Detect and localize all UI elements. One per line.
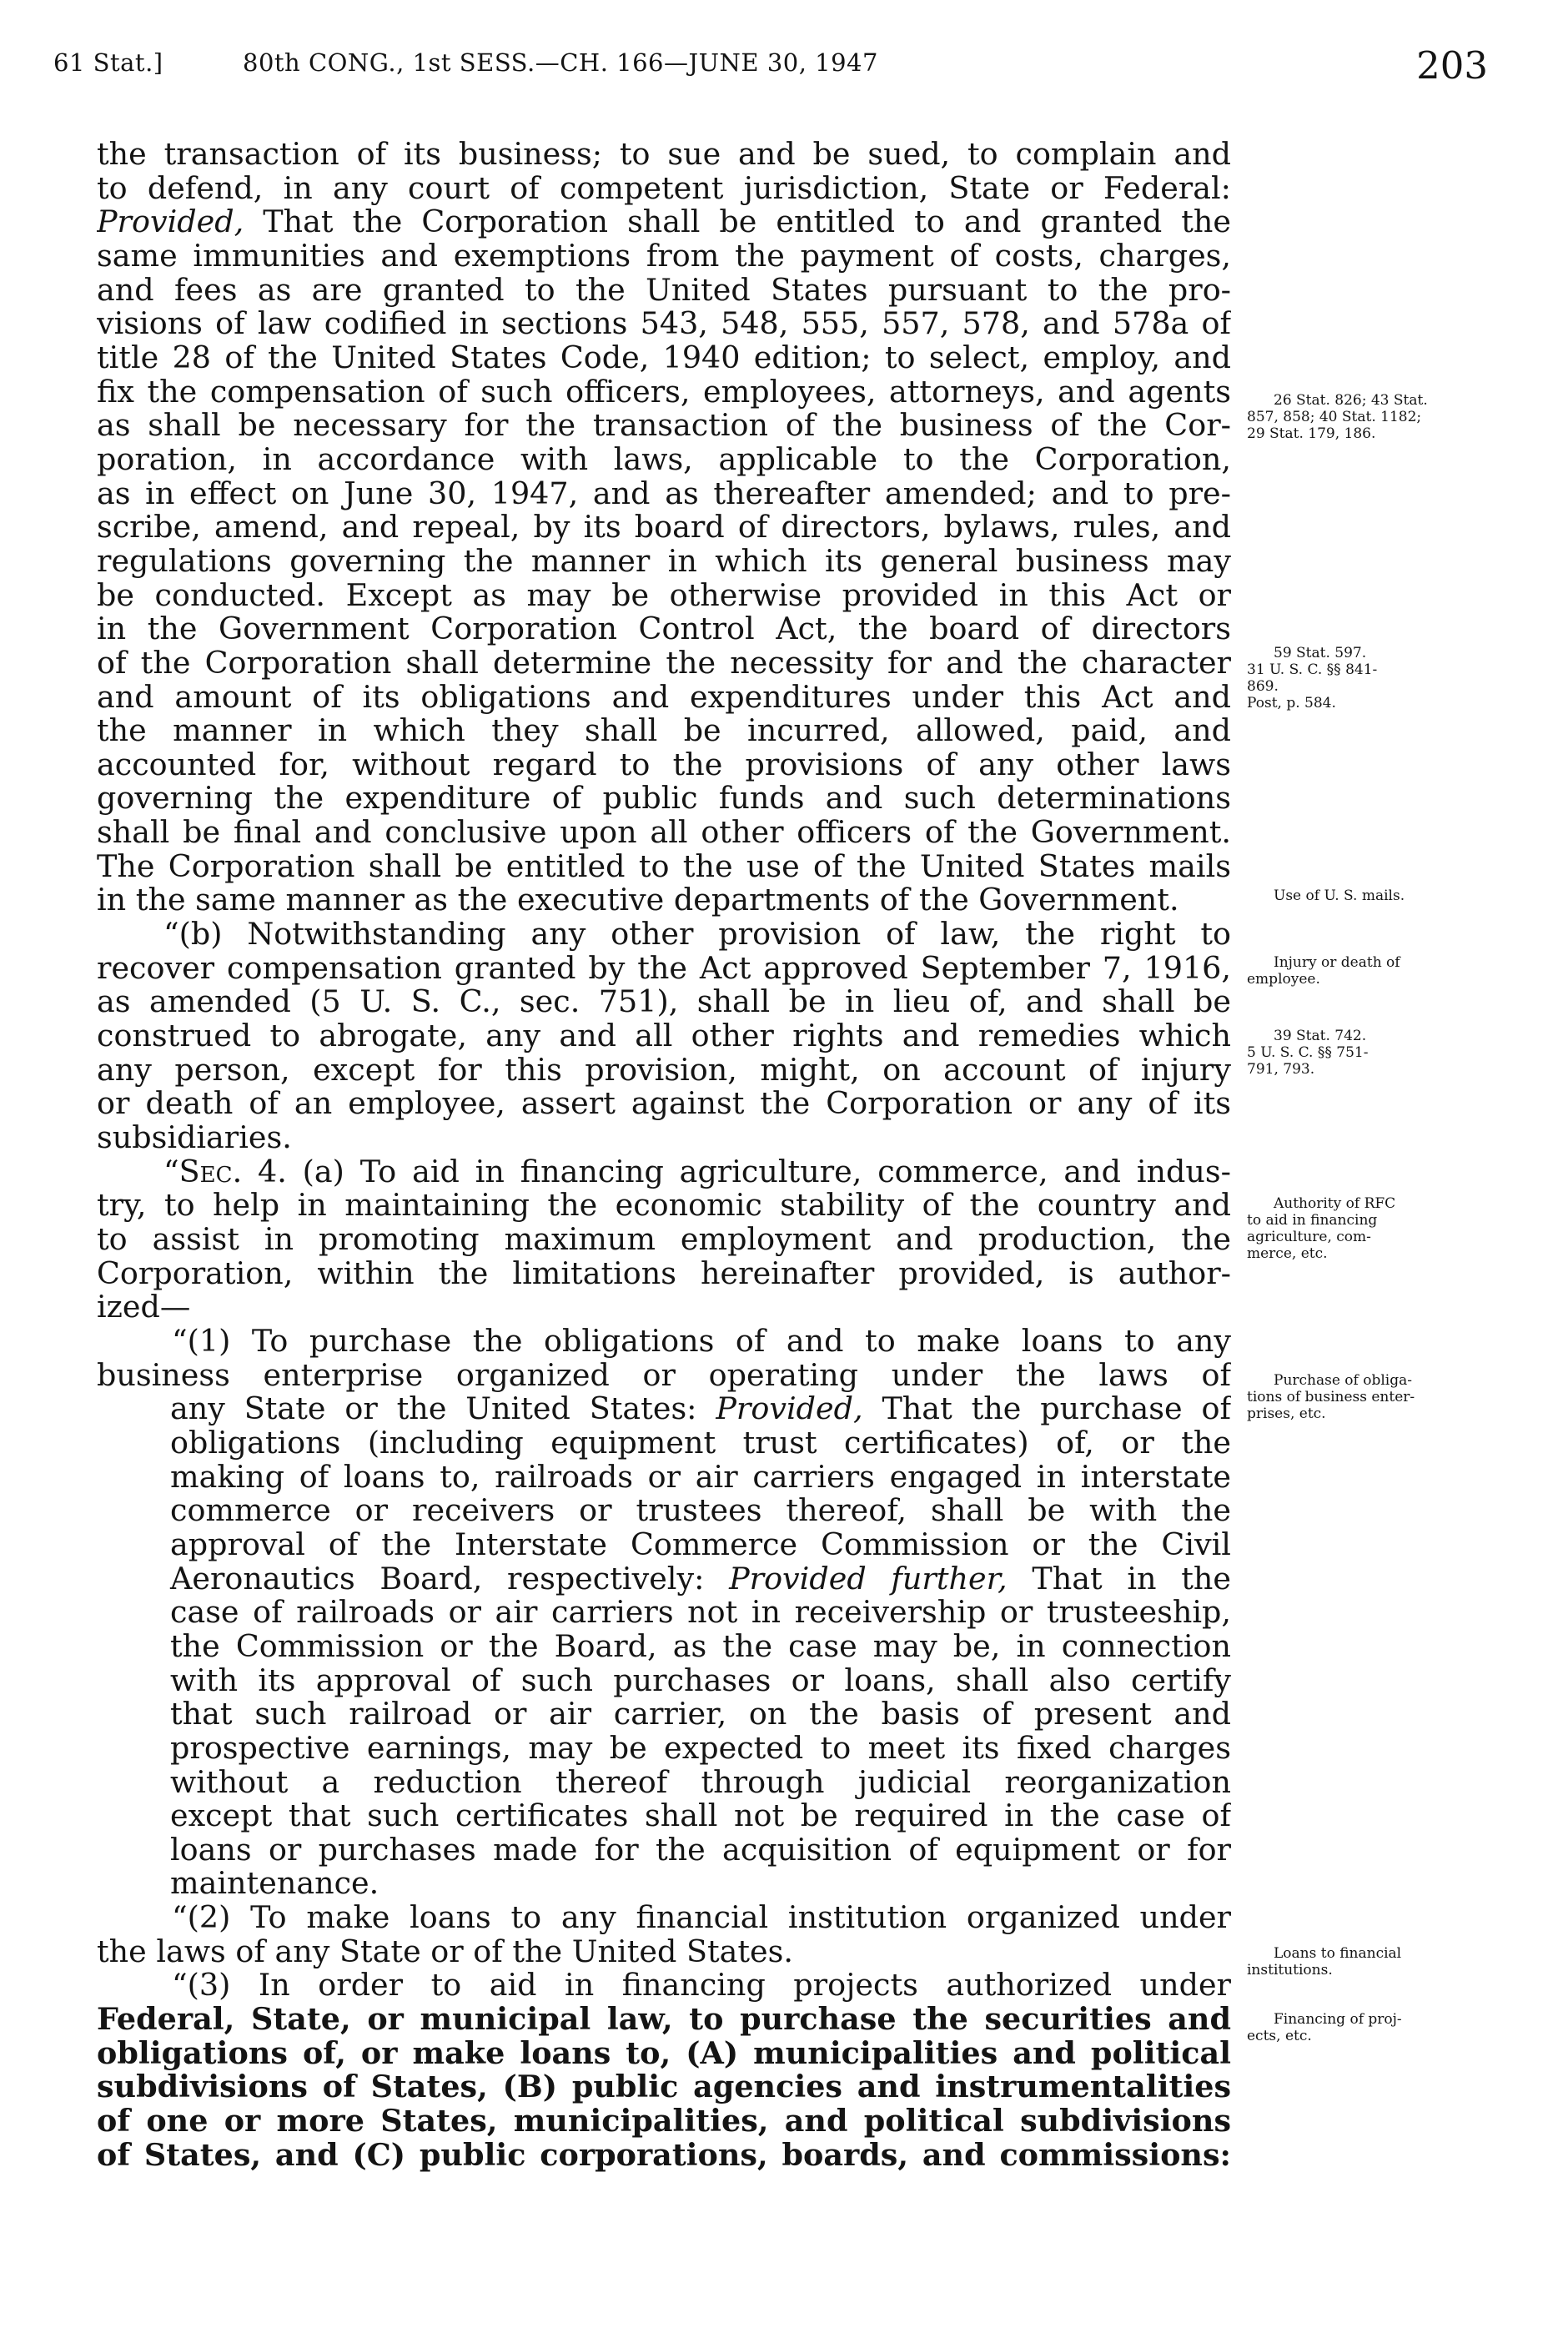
text-run: subsidiaries. [97,1121,292,1155]
text-run: as in effect on June 30, 1947, and as thereafter amended; and to pre- [97,476,1231,511]
text-line [97,1189,1231,1223]
text-run: visions of law codified in sections 543, 548, 555, 557, 578, and 578a of [97,307,1231,341]
margin-note-line: ects, etc. [1247,2028,1312,2044]
text-run: of States, and (C) public corporations, boards, and commissions: [97,2138,1231,2173]
text-line [97,1799,1231,1833]
text-run: the Commission or the Board, as the case may be, in connection [170,1629,1231,1664]
text-line [97,918,1231,952]
text-line [97,1053,1231,1088]
text-line [97,172,1231,206]
margin-note-line: tions of business enter- [1247,1389,1415,1405]
text-run: to defend, in any court of competent jurisdiction, State or Federal: [97,171,1231,206]
text-run: loans or purchases made for the acquisition of equipment or for [170,1833,1231,1868]
text-run: making of loans to, railroads or air carriers engaged in interstate [170,1460,1231,1495]
text-line [97,1087,1231,1121]
margin-note-financing [1247,2011,1510,2044]
margin-note-line: 39 Stat. 742. [1274,1028,1367,1044]
text-line [97,1121,1231,1155]
text-run: to assist in promoting maximum employment and production, the [97,1223,1231,1257]
text-line [97,1461,1231,1495]
text-run: Aeronautics Board, respectively: [170,1561,730,1596]
text-line [97,205,1231,239]
text-line [97,375,1231,410]
text-run: the transaction of its business; to sue and be sued, to complain and [97,138,1231,172]
text-line [97,1867,1231,1901]
text-line [97,1833,1231,1868]
margin-note-authority [1247,1195,1510,1262]
text-run: recover compensation granted by the Act approved September 7, 1916, [97,951,1231,986]
margin-note-line: to aid in financing [1247,1212,1378,1229]
text-run: in the same manner as the executive departments of the Government. [97,883,1179,918]
text-run: commerce or receivers or trustees thereof, shall be with the [170,1494,1231,1528]
margin-note-citation [1247,392,1510,442]
text-line [97,1901,1231,1935]
text-line [97,1155,1231,1189]
text-line [97,1257,1231,1291]
text-run: shall be final and conclusive upon all other officers of the Government. [97,816,1231,850]
margin-note-line: merce, etc. [1247,1245,1328,1262]
text-line [97,1528,1231,1562]
text-run: any person, except for this provision, might, on account of injury [97,1053,1231,1088]
text-line [97,2139,1231,2173]
text-line [97,714,1231,748]
text-run: fix the compensation of such officers, employees, attorneys, and agents [97,375,1231,410]
text-run: and fees as are granted to the United States pursuant to the pro- [97,273,1231,308]
text-line [97,1325,1231,1359]
margin-note-line: 791, 793. [1247,1061,1315,1078]
text-run: The Corporation shall be entitled to the use of the United States mails [97,849,1231,884]
text-run: subdivisions of States, (B) public agencies and instrumentalities [97,2070,1231,2105]
margin-note-line: Financing of proj- [1274,2011,1402,2028]
statute-reference: 61 Stat.] [53,48,163,77]
text-line [97,952,1231,986]
text-run: title 28 of the United States Code, 1940 edition; to select, employ, and [97,340,1231,375]
text-run: governing the expenditure of public funds and such determinations [97,782,1231,817]
text-run: of the Corporation shall determine the necessity for and the character [97,646,1231,681]
margin-note-purchase [1247,1372,1510,1422]
margin-note-line: 31 U. S. C. §§ 841- [1247,661,1378,678]
text-line [97,510,1231,545]
section-label: Sec [178,1154,233,1189]
text-run: Federal, State, or municipal law, to purchase the securities and [97,2003,1231,2037]
text-line [97,409,1231,443]
text-run: try, to help in maintaining the economic stability of the country and [97,1189,1231,1223]
text-run: “(b) Notwithstanding any other provision of law, the right to [163,918,1231,952]
text-run: obligations of, or make loans to, (A) municipalities and political [97,2036,1231,2071]
text-line [97,1664,1231,1698]
text-run: “(1) To purchase the obligations of and to make loans to any [172,1324,1231,1359]
text-line [97,782,1231,816]
margin-note-line: Purchase of obliga- [1274,1372,1412,1389]
margin-note-line: agriculture, com- [1247,1229,1371,1245]
page-number: 203 [1416,43,1488,88]
text-line [97,274,1231,308]
text-line [97,1392,1231,1426]
text-run: case of railroads or air carriers not in receivership or trusteeship, [170,1596,1231,1630]
text-line [97,443,1231,477]
text-run: without a reduction thereof through judicial reorganization [170,1765,1231,1800]
text-run: or death of an employee, assert against the Corporation or any of its [97,1087,1231,1122]
text-line [97,1697,1231,1732]
text-line [97,612,1231,646]
text-line [97,1732,1231,1766]
margin-note-line: Loans to financial [1274,1945,1402,1962]
session-chapter-date: 80th CONG., 1st SESS.—CH. 166—JUNE 30, 1947 [243,48,878,77]
margin-note-line: Injury or death of [1274,954,1400,971]
text-line [97,1494,1231,1528]
text-line [97,1630,1231,1664]
text-run: regulations governing the manner in which its general business may [97,544,1231,579]
text-line [97,239,1231,274]
margin-note-line: 26 Stat. 826; 43 Stat. [1274,392,1428,409]
margin-note-citation [1247,1028,1510,1078]
text-run: the laws of any State or of the United States. [97,1934,793,1969]
text-run: that such railroad or air carrier, on the basis of present and [170,1697,1231,1732]
margin-note-line: employee. [1247,971,1320,988]
text-run: construed to abrogate, any and all other rights and remedies which [97,1019,1231,1053]
text-line [97,748,1231,782]
margin-note-line: 869. [1247,678,1279,695]
text-run: as amended (5 U. S. C., sec. 751), shall be in lieu of, and shall be [97,985,1231,1020]
text-run: with its approval of such purchases or loans, shall also certify [170,1663,1231,1698]
text-run: maintenance. [170,1867,379,1902]
text-line [97,1359,1231,1393]
italic-proviso: Provided, [97,205,244,239]
margin-note-line: Post, p. 584. [1247,695,1336,711]
text-run: be conducted. Except as may be otherwise provided in this Act or [97,578,1231,613]
text-line [97,850,1231,884]
text-run: “(3) In order to aid in financing projects authorized under [172,1968,1231,2004]
text-line [97,1223,1231,1257]
margin-note-mails [1247,887,1510,904]
text-run: business enterprise organized or operating under the laws of [97,1358,1231,1393]
text-line [97,2003,1231,2037]
text-run: prospective earnings, may be expected to meet its fixed charges [170,1731,1231,1766]
text-line [97,307,1231,341]
text-line [97,1968,1231,2003]
text-line [97,1935,1231,1969]
text-run: of one or more States, municipalities, and political subdivisions [97,2104,1231,2139]
text-line [97,1766,1231,1800]
text-line [97,646,1231,681]
text-run: same immunities and exemptions from the payment of costs, charges, [97,239,1231,274]
text-line [97,138,1231,172]
text-line [97,1290,1231,1325]
margin-note-line: 857, 858; 40 Stat. 1182; [1247,409,1422,425]
text-line [97,477,1231,511]
text-run: approval of the Interstate Commerce Commission or the Civil [170,1527,1231,1562]
text-run: scribe, amend, and repeal, by its board of directors, bylaws, rules, and [97,510,1231,545]
margin-note-citation [1247,645,1510,711]
text-line [97,816,1231,850]
margin-note-line: institutions. [1247,1962,1333,1979]
italic-proviso: Provided, [716,1392,863,1426]
text-line [97,2037,1231,2071]
text-run: in the Government Corporation Control Act, the board of directors [97,612,1231,646]
text-run: and amount of its obligations and expenditures under this Act and [97,680,1231,715]
margin-note-line: Use of U. S. mails. [1274,887,1405,904]
main-text [97,138,1231,2172]
text-run: as shall be necessary for the transaction of the business of the Cor- [97,409,1231,443]
italic-proviso: Provided further, [729,1561,1008,1596]
text-run: “(2) To make loans to any financial institution organized under [172,1901,1231,1935]
text-line [97,1019,1231,1053]
text-run: obligations (including equipment trust certificates) of, or the [170,1425,1231,1461]
text-run: That the Corporation shall be entitled to and granted the [244,205,1231,239]
margin-note-line: Authority of RFC [1274,1195,1396,1212]
page-header [53,43,1488,98]
text-line [97,2070,1231,2104]
text-run: That in the [1007,1561,1231,1596]
text-run: ized— [97,1290,191,1325]
margin-note-line: 29 Stat. 179, 186. [1247,425,1376,442]
text-line [97,579,1231,613]
text-line [97,545,1231,579]
text-run: any State or the United States: [170,1392,716,1426]
text-run: the manner in which they shall be incurred, allowed, paid, and [97,714,1231,748]
text-line [97,1426,1231,1461]
text-line [97,883,1231,918]
text-run: accounted for, without regard to the provisions of any other laws [97,747,1231,782]
text-run: . 4. (a) To aid in financing agriculture, commerce, and indus- [232,1154,1231,1189]
margin-note-line: 5 U. S. C. §§ 751- [1247,1044,1369,1061]
margin-note-line: prises, etc. [1247,1405,1326,1422]
text-line [97,985,1231,1019]
text-line [97,1596,1231,1630]
text-run: except that such certificates shall not be required in the case of [170,1799,1231,1833]
text-run: poration, in accordance with laws, applicable to the Corporation, [97,442,1231,477]
margin-note-loans [1247,1945,1510,1979]
text-line [97,681,1231,715]
margin-note-line: 59 Stat. 597. [1274,645,1367,661]
text-line [97,341,1231,375]
text-run: That the purchase of [862,1392,1231,1426]
text-line [97,2104,1231,2139]
text-run: Corporation, within the limitations hereinafter provided, is author- [97,1256,1231,1291]
margin-note-injury [1247,954,1510,988]
text-run: “ [163,1154,179,1189]
text-line [97,1562,1231,1596]
